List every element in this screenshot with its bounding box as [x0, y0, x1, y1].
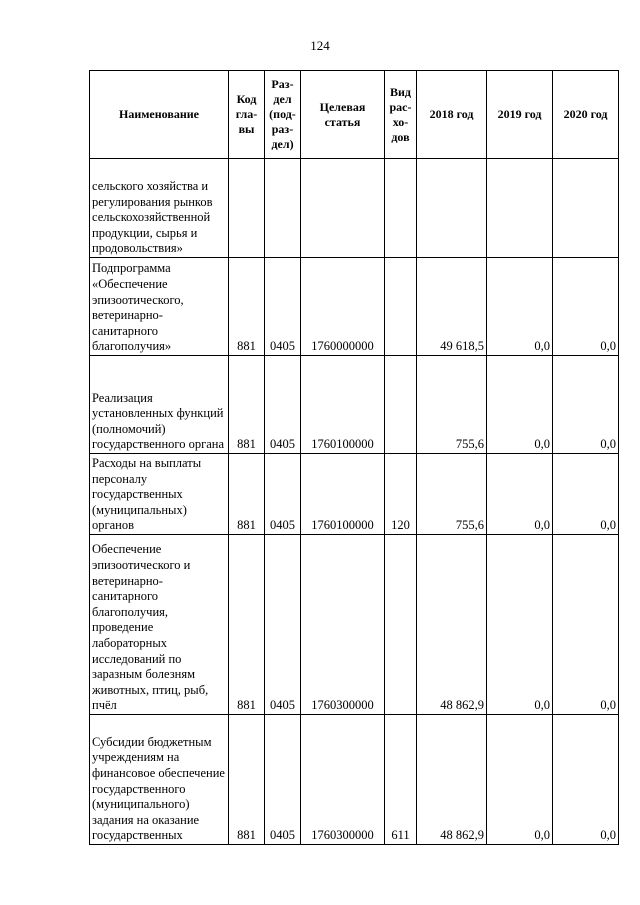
row-target-article: 1760100000: [301, 356, 385, 454]
header-chapter-code: Код гла- вы: [229, 71, 265, 159]
row-chapter-code: 881: [229, 454, 265, 535]
row-expense-type: 611: [385, 715, 417, 845]
row-chapter-code: 881: [229, 258, 265, 356]
table-row: [90, 715, 619, 845]
row-amount-2019: 0,0: [487, 356, 553, 454]
header-row: [90, 71, 619, 159]
row-section: [265, 159, 301, 258]
header-year-2019: 2019 год: [487, 71, 553, 159]
row-section: 0405: [265, 454, 301, 535]
row-section: 0405: [265, 356, 301, 454]
row-expense-type: [385, 535, 417, 715]
row-section: 0405: [265, 715, 301, 845]
row-amount-2018: 755,6: [417, 454, 487, 535]
header-name: Наименование: [90, 71, 229, 159]
table-row: [90, 258, 619, 356]
row-amount-2020: [553, 159, 619, 258]
row-amount-2020: 0,0: [553, 535, 619, 715]
row-name: сельского хозяйства и регулирования рынков сельскохозяйственной продукции, сырья и продовольствия»: [90, 159, 229, 258]
row-amount-2020: 0,0: [553, 454, 619, 535]
header-section: Раз- дел (под- раз- дел): [265, 71, 301, 159]
row-section: 0405: [265, 535, 301, 715]
row-name: Реализация установленных функций (полномочий) государственного органа: [90, 356, 229, 454]
row-amount-2019: 0,0: [487, 454, 553, 535]
row-amount-2019: 0,0: [487, 258, 553, 356]
table-row: [90, 454, 619, 535]
row-amount-2020: 0,0: [553, 715, 619, 845]
row-name: Субсидии бюджетным учреждениям на финансовое обеспечение государственного (муниципального) задания на оказание государственных: [90, 715, 229, 845]
header-target-article: Целевая статья: [301, 71, 385, 159]
page-number: 124: [310, 38, 330, 53]
row-expense-type: [385, 258, 417, 356]
row-amount-2019: 0,0: [487, 535, 553, 715]
row-chapter-code: 881: [229, 356, 265, 454]
row-target-article: [301, 159, 385, 258]
budget-table: [89, 70, 619, 845]
row-amount-2019: 0,0: [487, 715, 553, 845]
row-expense-type: [385, 159, 417, 258]
row-name: Обеспечение эпизоотического и ветеринарно-санитарного благополучия, проведение лабораторных исследований по заразным болезням животных, птиц, рыб, пчёл: [90, 535, 229, 715]
table-row: [90, 356, 619, 454]
row-amount-2018: [417, 159, 487, 258]
table-row: [90, 535, 619, 715]
row-chapter-code: 881: [229, 715, 265, 845]
row-section: 0405: [265, 258, 301, 356]
row-amount-2018: 48 862,9: [417, 535, 487, 715]
row-expense-type: [385, 356, 417, 454]
row-amount-2018: 755,6: [417, 356, 487, 454]
row-expense-type: 120: [385, 454, 417, 535]
header-year-2020: 2020 год: [553, 71, 619, 159]
row-chapter-code: [229, 159, 265, 258]
table-row: [90, 159, 619, 258]
row-amount-2020: 0,0: [553, 356, 619, 454]
row-amount-2018: 49 618,5: [417, 258, 487, 356]
row-name: Подпрограмма «Обеспечение эпизоотического, ветеринарно-санитарного благополучия»: [90, 258, 229, 356]
row-chapter-code: 881: [229, 535, 265, 715]
header-year-2018: 2018 год: [417, 71, 487, 159]
header-expense-type: Вид рас- хо- дов: [385, 71, 417, 159]
row-target-article: 1760300000: [301, 535, 385, 715]
row-target-article: 1760100000: [301, 454, 385, 535]
row-amount-2018: 48 862,9: [417, 715, 487, 845]
row-target-article: 1760300000: [301, 715, 385, 845]
row-target-article: 1760000000: [301, 258, 385, 356]
row-name: Расходы на выплаты персоналу государственных (муниципальных) органов: [90, 454, 229, 535]
row-amount-2020: 0,0: [553, 258, 619, 356]
row-amount-2019: [487, 159, 553, 258]
